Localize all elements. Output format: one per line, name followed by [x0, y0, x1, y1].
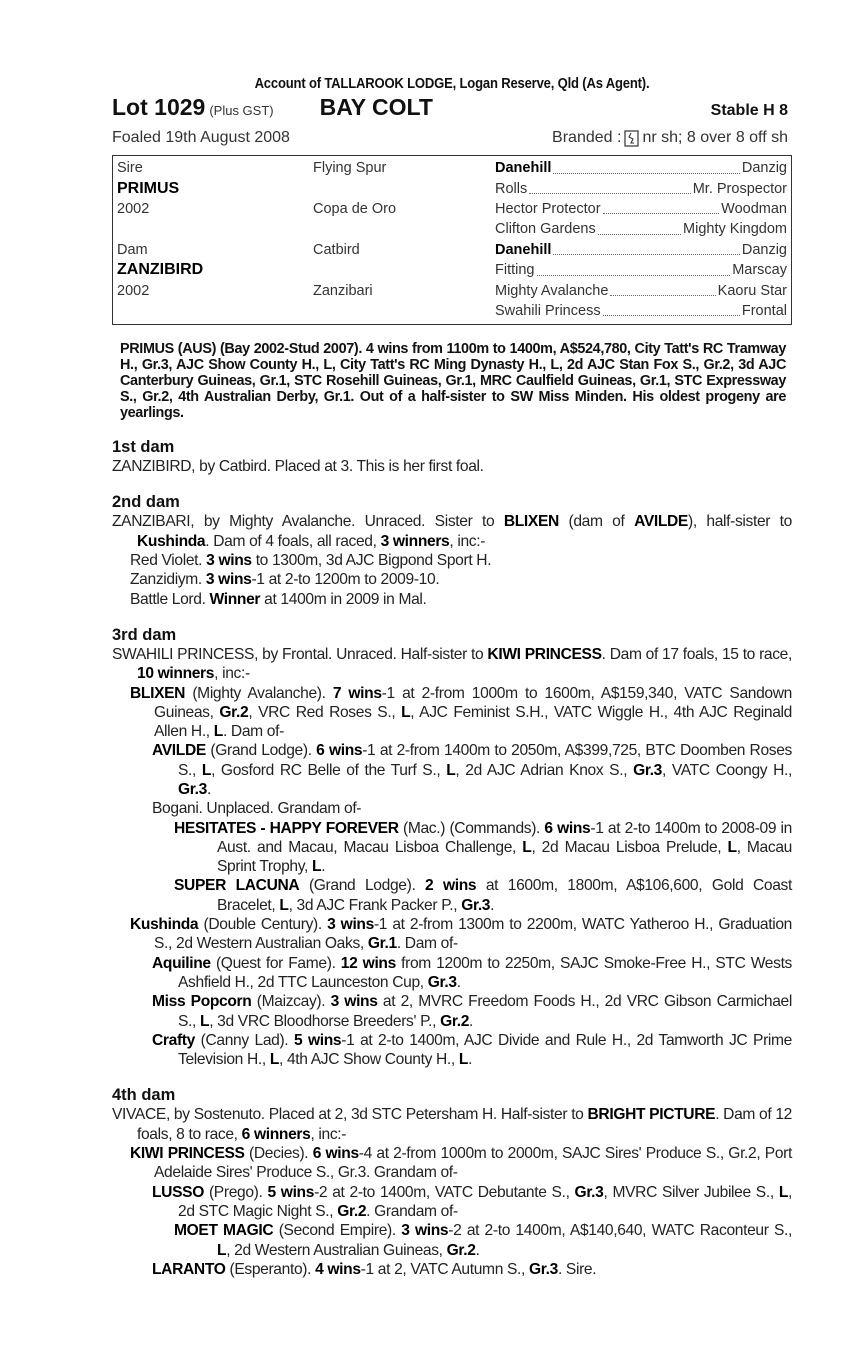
text-run: (Decies).: [244, 1145, 313, 1163]
pedigree-entry: [112, 645, 792, 684]
pedigree-ancestor: Mighty Avalanche: [495, 282, 609, 299]
pedigree-row: [117, 199, 787, 219]
pedigree-ancestor-sire: Marscay: [732, 262, 787, 279]
text-run: (Mighty Avalanche).: [185, 684, 333, 702]
bold-run: L: [401, 703, 411, 721]
pedigree-col2: Catbird: [313, 241, 360, 258]
text-run: . Dam of 17 foals, 15 to race,: [601, 645, 792, 663]
text-run: .: [475, 1241, 480, 1259]
stable-number: Stable H 8: [710, 102, 788, 119]
bold-run: 6 wins: [312, 1145, 359, 1163]
bold-run: Crafty: [152, 1031, 195, 1049]
text-run: , Gosford RC Belle of the Turf S.,: [211, 761, 447, 779]
bold-run: Gr.3: [178, 780, 207, 798]
text-run: , MVRC Silver Jubilee S.,: [603, 1183, 779, 1201]
text-run: , AJC Feminist S.H., VATC Wiggle H., 4th AJC Reginald Allen H.,: [154, 703, 792, 741]
bold-run: Gr.3: [427, 973, 457, 991]
bold-run: 5 wins: [293, 1031, 342, 1049]
text-run: .: [469, 1012, 474, 1030]
bold-run: LUSSO: [152, 1183, 204, 1201]
pedigree-entry: [112, 915, 792, 954]
bold-run: Kushinda: [130, 916, 199, 934]
lot-row: [112, 94, 792, 120]
text-run: , 2d Western Australian Guineas,: [226, 1241, 447, 1259]
bold-run: KIWI PRINCESS: [130, 1145, 245, 1163]
family-sections: [112, 438, 792, 1279]
bold-run: 6 wins: [316, 742, 363, 760]
text-run: (dam of: [558, 513, 635, 531]
bold-run: Gr.3: [574, 1183, 604, 1201]
bold-run: BLIXEN: [503, 513, 559, 531]
pedigree-entry: [112, 992, 792, 1031]
text-run: .: [321, 858, 326, 876]
text-run: (Prego).: [203, 1183, 268, 1201]
pedigree-row: [117, 219, 787, 239]
bold-run: L: [279, 896, 289, 914]
text-run: Red Violet.: [130, 552, 207, 570]
bold-run: 7 wins: [332, 684, 382, 702]
branded-label: Branded :: [552, 129, 622, 146]
pedigree-col3: [495, 242, 787, 258]
text-run: , VATC Coongy H.,: [662, 761, 793, 779]
text-run: Bogani. Unplaced. Grandam of-: [152, 800, 362, 818]
pedigree-row: [117, 178, 787, 198]
text-run: -2 at 2-to 1400m, A$140,640, WATC Raconteur S.,: [448, 1222, 792, 1240]
text-run: . Grandam of-: [366, 1202, 458, 1220]
dot-leader: [537, 265, 731, 276]
text-run: at 2, MVRC Freedom Foods H., 2d VRC Gibson Carmichael S.,: [178, 993, 792, 1030]
text-run: ), half-sister to: [688, 513, 792, 531]
pedigree-col3: [495, 160, 787, 176]
dot-leader: [529, 183, 690, 194]
pedigree-entry: [112, 570, 792, 589]
pedigree-ancestor-sire: Frontal: [741, 302, 787, 319]
text-run: (Mac.) (Commands).: [398, 819, 545, 837]
pedigree-entry: [112, 819, 792, 877]
bold-run: L: [312, 858, 322, 876]
text-run: Battle Lord.: [130, 590, 210, 608]
bold-run: 3 wins: [206, 552, 252, 570]
foaled-row: [112, 127, 792, 149]
text-run: to 1300m, 3d AJC Bigpond Sport H.: [251, 552, 492, 570]
bold-run: Gr.2: [446, 1241, 476, 1259]
dam-section: [112, 438, 792, 476]
bold-run: L: [217, 1241, 227, 1259]
gst-note: (Plus GST): [209, 103, 274, 118]
dot-leader: [598, 224, 681, 235]
pedigree-row: [117, 260, 787, 280]
text-run: VIVACE, by Sostenuto. Placed at 2, 3d STC Petersham H. Half-sister to: [112, 1106, 588, 1124]
pedigree-ancestor: Danehill: [495, 160, 552, 177]
pedigree-col1: 2002: [117, 282, 150, 299]
text-run: Zanzidiym.: [130, 571, 206, 589]
pedigree-col2: Zanzibari: [313, 282, 373, 299]
text-run: , 3d VRC Bloodhorse Breeders' P.,: [209, 1012, 441, 1030]
pedigree-col3: [495, 262, 787, 278]
text-run: SWAHILI PRINCESS, by Frontal. Unraced. Half-sister to: [112, 645, 488, 663]
text-run: .: [456, 973, 461, 991]
lot-number: Lot 1029: [112, 94, 206, 120]
pedigree-ancestor-sire: Mighty Kingdom: [683, 221, 787, 238]
bold-run: 6 winners: [241, 1125, 311, 1143]
pedigree-entry: [112, 590, 792, 609]
text-run: (Second Empire).: [273, 1222, 402, 1240]
text-run: -1 at 2-from 1400m to 2050m, A$399,725, BTC Doomben Roses S.,: [178, 742, 793, 779]
text-run: (Grand Lodge).: [299, 877, 426, 895]
pedigree-ancestor: Hector Protector: [495, 200, 601, 217]
pedigree-entry: [112, 551, 792, 570]
brand-info: [552, 129, 788, 147]
bold-run: L: [727, 838, 737, 856]
text-run: , inc:-: [310, 1125, 347, 1143]
text-run: .: [468, 1051, 473, 1069]
bold-run: 6 wins: [544, 819, 591, 837]
bold-run: SUPER LACUNA: [174, 877, 300, 895]
bold-run: 12 wins: [340, 954, 396, 972]
pedigree-row: [117, 280, 787, 300]
pedigree-col3: [495, 283, 787, 299]
pedigree-entry: [112, 1221, 792, 1260]
text-run: . Dam of 4 foals, all raced,: [205, 532, 381, 550]
bold-run: LARANTO: [152, 1260, 226, 1278]
bold-run: Gr.2: [337, 1202, 367, 1220]
dot-leader: [553, 163, 739, 174]
text-run: , 2d AJC Adrian Knox S.,: [455, 761, 634, 779]
bold-run: HESITATES - HAPPY FOREVER: [174, 819, 399, 837]
bold-run: BLIXEN: [130, 684, 186, 702]
text-run: . Dam of-: [396, 935, 458, 953]
bold-run: BRIGHT PICTURE: [587, 1106, 716, 1124]
pedigree-col3: [495, 221, 787, 237]
text-run: , 2d STC Magic Night S.,: [178, 1183, 792, 1220]
bold-run: Winner: [209, 590, 261, 608]
pedigree-ancestor-sire: Danzig: [741, 160, 787, 177]
bold-run: 3 wins: [327, 916, 374, 934]
pedigree-ancestor-sire: Woodman: [721, 200, 787, 217]
dot-leader: [603, 305, 740, 316]
text-run: -4 at 2-from 1000m to 2000m, SAJC Sires' Produce S., Gr.2, Port Adelaide Sires' Produce S., Gr.3. Grandam of-: [154, 1145, 792, 1182]
pedigree-ancestor: Swahili Princess: [495, 302, 601, 319]
section-heading: 2nd dam: [112, 493, 180, 512]
pedigree-entry: [112, 457, 792, 476]
pedigree-entry: [112, 684, 792, 742]
catalogue-page: [112, 76, 792, 1279]
text-run: -1 at 2-from 1000m to 1600m, A$159,340, VATC Sandown Guineas,: [154, 684, 792, 721]
text-run: . Sire.: [557, 1260, 597, 1278]
pedigree-entry: [112, 1183, 792, 1222]
bold-run: Gr.3: [529, 1260, 558, 1278]
dam-section: [112, 493, 792, 608]
branded-text: nr sh; 8 over 8 off sh: [642, 129, 788, 146]
text-run: (Grand Lodge).: [205, 742, 317, 760]
pedigree-col2: Copa de Oro: [313, 200, 397, 217]
dot-leader: [603, 203, 720, 214]
text-run: -1 at 2, VATC Autumn S.,: [360, 1260, 529, 1278]
pedigree-entry: [112, 1031, 792, 1070]
section-heading: 1st dam: [112, 438, 175, 457]
text-run: -1 at 2-to 1400m to 2008-09 in Aust. and Macau, Macau Lisboa Challenge,: [217, 819, 792, 856]
text-run: (Esperanto).: [225, 1260, 316, 1278]
pedigree-col3: [495, 201, 787, 217]
text-run: .: [206, 780, 211, 798]
bold-run: 10 winners: [137, 665, 215, 683]
bold-run: L: [269, 1051, 280, 1069]
bold-run: AVILDE: [152, 742, 206, 760]
pedigree-row: [117, 158, 787, 178]
text-run: , 4th AJC Show County H.,: [279, 1051, 459, 1069]
bold-run: 2 wins: [425, 877, 477, 895]
dot-leader: [610, 285, 715, 296]
pedigree-entry: [112, 741, 792, 799]
vendor-line: Account of TALLAROOK LODGE, Logan Reserve, Qld (As Agent).: [254, 76, 650, 92]
section-heading: 4th dam: [112, 1086, 176, 1105]
bold-run: Gr.3: [633, 761, 663, 779]
text-run: , 3d AJC Frank Packer P.,: [288, 896, 462, 914]
text-run: , 2d Macau Lisboa Prelude,: [531, 838, 728, 856]
text-run: -2 at 2-to 1400m, VATC Debutante S.,: [314, 1183, 575, 1201]
text-run: ZANZIBIRD, by Catbird. Placed at 3. This is her first foal.: [112, 458, 484, 476]
text-run: . Dam of-: [222, 723, 284, 741]
pedigree-col1: PRIMUS: [117, 179, 180, 197]
bold-run: 3 wins: [205, 571, 252, 589]
pedigree-entry: [112, 799, 792, 818]
text-run: -1 at 2-to 1200m to 2009-10.: [251, 571, 440, 589]
text-run: . Dam of 12 foals, 8 to race,: [137, 1106, 792, 1143]
pedigree-col1: Sire: [117, 160, 143, 177]
pedigree-ancestor: Danehill: [495, 241, 552, 258]
pedigree-col3: [495, 303, 787, 319]
dam-section: [112, 1086, 792, 1279]
bold-run: L: [200, 1012, 210, 1030]
bold-run: 5 wins: [267, 1183, 315, 1201]
pedigree-row: [117, 301, 787, 321]
text-run: , inc:-: [449, 532, 486, 550]
text-run: at 1600m, 1800m, A$106,600, Gold Coast Bracelet,: [217, 877, 792, 914]
dam-section: [112, 626, 792, 1070]
bold-run: Gr.3: [461, 896, 491, 914]
text-run: (Quest for Fame).: [210, 954, 341, 972]
text-run: from 1200m to 2250m, SAJC Smoke-Free H., STC Wests Ashfield H., 2d TTC Launceston Cup,: [178, 954, 792, 991]
bold-run: KIWI PRINCESS: [487, 645, 602, 663]
bold-run: Kushinda: [137, 532, 206, 550]
bold-run: 3 wins: [401, 1222, 449, 1240]
pedigree-entry: [112, 954, 792, 993]
pedigree-ancestor: Fitting: [495, 262, 535, 279]
bold-run: Miss Popcorn: [152, 993, 252, 1011]
pedigree-col1: ZANZIBIRD: [117, 261, 204, 279]
bold-run: Gr.2: [440, 1012, 470, 1030]
pedigree-ancestor-sire: Kaoru Star: [717, 282, 787, 299]
pedigree-entry: [112, 876, 792, 915]
bold-run: L: [201, 761, 212, 779]
foaled-date: Foaled 19th August 2008: [112, 129, 290, 146]
dot-leader: [553, 244, 739, 255]
text-run: -1 at 2-to 1400m, AJC Divide and Rule H., 2d Tamworth JC Prime Television H.,: [178, 1031, 792, 1069]
bold-run: 4 wins: [315, 1260, 361, 1278]
text-run: , Macau Sprint Trophy,: [217, 838, 792, 876]
pedigree-entry: [112, 1260, 792, 1279]
pedigree-col1: 2002: [117, 200, 150, 217]
text-run: , VRC Red Roses S.,: [248, 703, 402, 721]
pedigree-entry: [112, 512, 792, 551]
sire-summary: PRIMUS (AUS) (Bay 2002-Stud 2007). 4 wins from 1100m to 1400m, A$524,780, City Tatt's RC Tramway H., Gr.3, AJC Show County H., L, City Tatt's RC Ming Dynasty H., L, 2d AJC Stan Fox S., Gr.2, 3d AJC Canterbury Guineas, Gr.1, STC Rosehill Guineas, Gr.1, MRC Caulfield Guineas, Gr.1, STC Expressway S., Gr.2, 4th Australian Derby, Gr.1. Out of a half-sister to SW Miss Minden. His oldest progeny are yearlings.: [120, 341, 786, 422]
bold-run: L: [213, 723, 223, 741]
pedigree-ancestor-sire: Mr. Prospector: [692, 180, 787, 197]
pedigree-col3: [495, 181, 787, 197]
brand-mark-icon: [624, 130, 639, 147]
pedigree-entry: [112, 1105, 792, 1144]
pedigree-col1: Dam: [117, 241, 148, 258]
text-run: (Canny Lad).: [194, 1031, 294, 1049]
horse-description: BAY COLT: [319, 94, 433, 120]
pedigree-col2: Flying Spur: [313, 160, 387, 177]
text-run: .: [490, 896, 495, 914]
text-run: -1 at 2-from 1300m to 2200m, WATC Yatheroo H., Graduation S., 2d Western Australian Oaks,: [154, 916, 792, 953]
pedigree-ancestor-sire: Danzig: [741, 241, 787, 258]
bold-run: L: [778, 1183, 789, 1201]
bold-run: Gr.1: [367, 935, 397, 953]
bold-run: L: [458, 1051, 469, 1069]
bold-run: 3 wins: [330, 993, 378, 1011]
pedigree-ancestor: Rolls: [495, 180, 528, 197]
text-run: , inc:-: [214, 665, 250, 683]
bold-run: L: [446, 761, 456, 779]
bold-run: 3 winners: [380, 532, 450, 550]
text-run: (Maizcay).: [251, 993, 331, 1011]
bold-run: Aquiline: [152, 954, 211, 972]
bold-run: Gr.2: [219, 703, 249, 721]
bold-run: L: [522, 838, 532, 856]
text-run: at 1400m in 2009 in Mal.: [260, 590, 427, 608]
pedigree-entry: [112, 1144, 792, 1183]
text-run: ZANZIBARI, by Mighty Avalanche. Unraced. Sister to: [112, 513, 504, 531]
pedigree-ancestor: Clifton Gardens: [495, 221, 596, 238]
section-heading: 3rd dam: [112, 625, 177, 644]
pedigree-table: [112, 155, 792, 325]
bold-run: MOET MAGIC: [174, 1222, 274, 1240]
bold-run: AVILDE: [634, 513, 688, 531]
pedigree-row: [117, 240, 787, 260]
text-run: (Double Century).: [198, 916, 328, 934]
